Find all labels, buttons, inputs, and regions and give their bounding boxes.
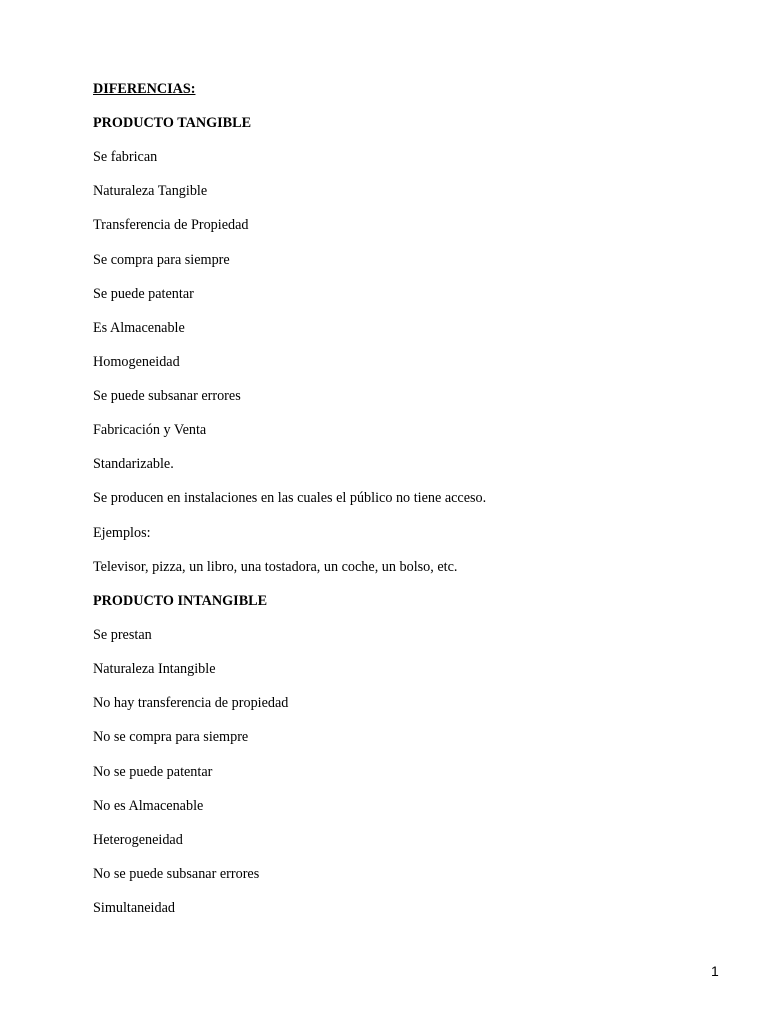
- intangible-line: Simultaneidad: [93, 900, 175, 916]
- intangible-line: No se compra para siempre: [93, 729, 249, 745]
- tangible-line: Homogeneidad: [93, 354, 180, 370]
- tangible-line: Transferencia de Propiedad: [93, 217, 249, 233]
- page-number: 1: [711, 963, 719, 979]
- intangible-line: Heterogeneidad: [93, 832, 183, 848]
- tangible-line: Se compra para siempre: [93, 252, 230, 268]
- intangible-line: No se puede subsanar errores: [93, 866, 260, 882]
- tangible-line: Fabricación y Venta: [93, 422, 207, 438]
- intangible-line: No es Almacenable: [93, 798, 204, 814]
- tangible-line: Se producen en instalaciones en las cuales el público no tiene acceso.: [93, 490, 487, 506]
- tangible-line: Se fabrican: [93, 149, 158, 165]
- tangible-examples: Televisor, pizza, un libro, una tostadora, un coche, un bolso, etc.: [93, 559, 458, 575]
- intangible-line: Se prestan: [93, 627, 152, 643]
- intangible-line: No hay transferencia de propiedad: [93, 695, 289, 711]
- document-title: DIFERENCIAS:: [93, 81, 196, 97]
- tangible-line: Se puede subsanar errores: [93, 388, 241, 404]
- intangible-line: Naturaleza Intangible: [93, 661, 216, 677]
- intangible-heading: PRODUCTO INTANGIBLE: [93, 593, 268, 609]
- tangible-line: Naturaleza Tangible: [93, 183, 208, 199]
- intangible-line: No se puede patentar: [93, 764, 213, 780]
- tangible-line: Se puede patentar: [93, 286, 194, 302]
- tangible-line: Standarizable.: [93, 456, 174, 472]
- tangible-line: Ejemplos:: [93, 525, 151, 541]
- tangible-heading: PRODUCTO TANGIBLE: [93, 115, 252, 131]
- tangible-line: Es Almacenable: [93, 320, 185, 336]
